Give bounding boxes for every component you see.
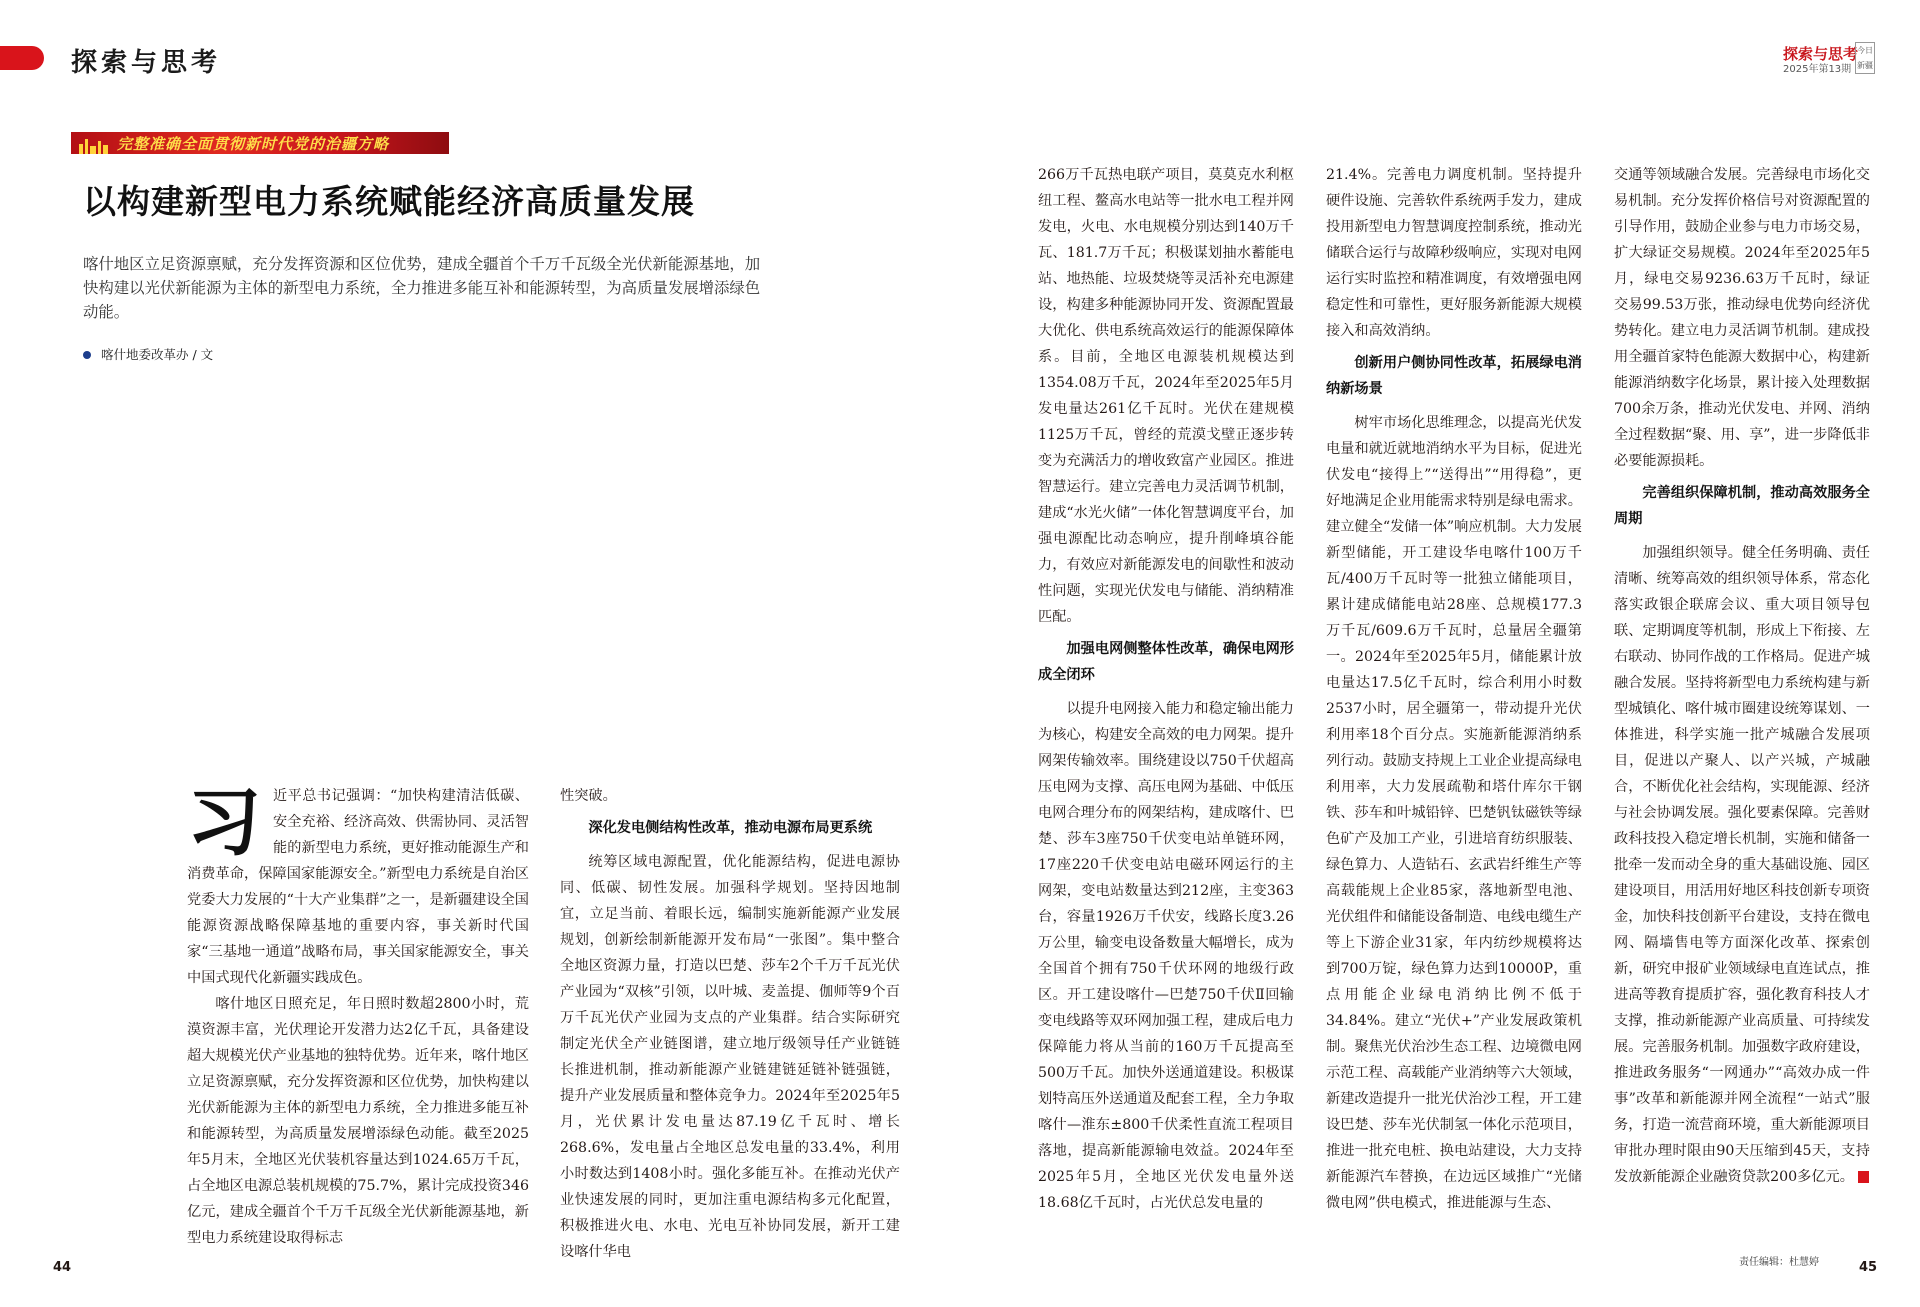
paragraph-text: 加强组织领导。健全任务明确、责任清晰、统筹高效的组织领导体系，常态化落实政银企联席会议、重大项目领导包联、定期调度等机制，形成上下衔接、左右联动、协同作战的工作格局。促进产城融合发展。坚持将新型电力系统构建与新型城镇化、喀什城市圈建设统筹谋划、一体推进，科学实施一批产城融合发展项目，促进以产聚人、以产兴城，产城融合，不断优化社会结构，实现能源、经济与社会协调发展。强化要素保障。完善财政科技投入稳定增长机制，实施和储备一批牵一发而动全身的重大基础设施、园区建设项目，用活用好地区科技创新专项资金，加快科技创新平台建设，支持在微电网、隔墙售电等方面深化改革、探索创新，研究申报矿业领域绿电直连试点，推进高等教育提质扩容，强化教育科技人才支撑，推动新能源产业高质量、可持续发展。完善服务机制。加强数字政府建设，推进政务服务“一网通办”“高效办成一件事”改革和新能源并网全流程“一站式”服务，打造一流营商环境，重大新能源项目审批办理时限由90天压缩到45天，支持发放新能源企业融资贷款200多亿元。 <box>1614 545 1870 1185</box>
article-lead: 喀什地区立足资源禀赋，充分发挥资源和区位优势，建成全疆首个千万千瓦级全光伏新能源基地，加快构建以光伏新能源为主体的新型电力系统，全力推进多能互补和能源转型，为高质量发展增添绿色动能。 <box>83 255 761 321</box>
article-title: 以构建新型电力系统赋能经济高质量发展 <box>83 182 695 221</box>
section-heading: 完善组织保障机制，推动高效服务全周期 <box>1614 485 1870 527</box>
issue-number: 2025年第13期 <box>1783 64 1852 75</box>
article-author <box>83 345 213 363</box>
end-mark-icon <box>1858 1171 1869 1183</box>
body-column-3 <box>1038 162 1294 1216</box>
column-banner <box>71 132 449 154</box>
body-column-4 <box>1326 162 1582 1216</box>
paragraph: 喀什地区日照充足，年日照时数超2800小时，荒漠资源丰富，光伏理论开发潜力达2亿千瓦，具备建设超大规模光伏产业基地的独特优势。近年来，喀什地区立足资源禀赋，充分发挥资源和区位优势，加快构建以光伏新能源为主体的新型电力系统，全力推进多能互补和能源转型，为高质量发展增添绿色动能。截至2025年5月末，全地区光伏装机容量达到1024.65万千瓦，占全地区电源总装机规模的75.7%，累计完成投资346亿元，建成全疆首个千万千瓦级全光伏新能源基地，新型电力系统建设取得标志 <box>187 996 529 1246</box>
building-silhouette-icon <box>77 136 111 154</box>
paragraph: 树牢市场化思维理念，以提高光伏发电量和就近就地消纳水平为目标，促进光伏发电“接得上”“送得出”“用得稳”，更好地满足企业用能需求特别是绿电需求。建立健全“发储一体”响应机制。大力发展新型储能，开工建设华电喀什100万千瓦/400万千瓦时等一批独立储能项目，累计建成储能电站28座、总规模177.3万千瓦/609.6万千瓦时，总量居全疆第一。2024年至2025年5月，储能累计放电量达17.5亿千瓦时，综合利用小时数2537小时，居全疆第一，带动提升光伏利用率18个百分点。实施新能源消纳系列行动。鼓励支持规上工业企业提高绿电利用率，大力发展疏勒和塔什库尔干钢铁、莎车和叶城铅锌、巴楚钒钛磁铁等绿色矿产及加工产业，引进培育纺织服装、绿色算力、人造钻石、玄武岩纤维生产等高载能规上企业85家，落地新型电池、光伏组件和储能设备制造、电线电缆生产等上下游企业31家，年内纺纱规模将达到700万锭，绿色算力达到10000P，重点用能企业绿电消纳比例不低于34.84%。建立“光伏+”产业发展政策机制。聚焦光伏治沙生态工程、边境微电网示范工程、高载能产业消纳等六大领域，新建改造提升一批光伏治沙工程，开工建设巴楚、莎车光伏制氢一体化示范项目，推进一批充电桩、换电站建设，大力支持新能源汽车替换，在边远区域推广“光储微电网”供电模式，推进能源与生态、 <box>1326 415 1582 1211</box>
banner-text: 完整准确全面贯彻新时代党的治疆方略 <box>117 135 390 153</box>
paragraph: 21.4%。完善电力调度机制。坚持提升硬件设施、完善软件系统两手发力，建成投用新型电力智慧调度控制系统，推动光储联合运行与故障秒级响应，实现对电网运行实时监控和精准调度，有效增强电网稳定性和可靠性，更好服务新能源大规模接入和高效消纳。 <box>1326 167 1582 339</box>
section-tab-marker <box>0 46 44 70</box>
section-title-left: 探索与思考 <box>71 48 222 78</box>
paragraph: 交通等领域融合发展。完善绿电市场化交易机制。充分发挥价格信号对资源配置的引导作用，鼓励企业参与电力市场交易，扩大绿证交易规模。2024年至2025年5月，绿电交易9236.63万千瓦时，绿证交易99.53万张，推动绿电优势向经济优势转化。建立电力灵活调节机制。建成投用全疆首家特色能源大数据中心，构建新能源消纳数字化场景，累计接入处理数据700余万条，推动光伏发电、并网、消纳全过程数据“聚、用、享”，进一步降低非必要能源损耗。 <box>1614 167 1870 469</box>
page-number-right: 45 <box>1859 1260 1878 1275</box>
section-heading: 深化发电侧结构性改革，推动电源布局更系统 <box>588 820 873 836</box>
body-column-5 <box>1614 162 1870 1190</box>
drop-cap: 习 <box>187 780 261 866</box>
body-column-1 <box>187 780 529 1251</box>
bullet-dot-icon <box>83 351 91 359</box>
paragraph: 性突破。 <box>560 788 617 804</box>
paragraph: 近平总书记强调：“加快构建清洁低碳、安全充裕、经济高效、供需协同、灵活智能的新型电力系统，更好推动能源生产和消费革命，保障国家能源安全。”新型电力系统是自治区党委大力发展的“十大产业集群”之一，是新疆建设全国能源资源战略保障基地的重要内容，事关新时代国家“三基地一通道”战略布局，事关国家能源安全，事关中国式现代化新疆实践成色。 <box>187 788 529 986</box>
paragraph <box>1614 540 1870 1190</box>
magazine-logo: 今日新疆 <box>1855 42 1875 74</box>
author-text: 喀什地委改革办 / 文 <box>101 347 214 362</box>
responsible-editor: 责任编辑：杜慧婷 <box>1739 1257 1819 1268</box>
body-column-2 <box>560 783 900 1265</box>
section-heading: 创新用户侧协同性改革，拓展绿电消纳新场景 <box>1326 355 1582 397</box>
section-heading: 加强电网侧整体性改革，确保电网形成全闭环 <box>1038 641 1294 683</box>
paragraph: 统筹区域电源配置，优化能源结构，促进电源协同、低碳、韧性发展。加强科学规划。坚持因地制宜，立足当前、着眼长远，编制实施新能源产业发展规划，创新绘制新能源开发布局“一张图”。集中整合全地区资源力量，打造以巴楚、莎车2个千万千瓦光伏产业园为“双核”引领，以叶城、麦盖提、伽师等9个百万千瓦光伏产业园为支点的产业集群。结合实际研究制定光伏全产业链图谱，建立地厅级领导任产业链链长推进机制，推动新能源产业链建链延链补链强链，提升产业发展质量和整体竞争力。2024年至2025年5月，光伏累计发电量达87.19亿千瓦时、增长268.6%，发电量占全地区总发电量的33.4%，利用小时数达到1408小时。强化多能互补。在推动光伏产业快速发展的同时，更加注重电源结构多元化配置，积极推进火电、水电、光电互补协同发展，新开工建设喀什华电 <box>560 854 900 1260</box>
page-number-left: 44 <box>53 1260 72 1275</box>
paragraph: 266万千瓦热电联产项目，莫莫克水利枢纽工程、鳌高水电站等一批水电工程并网发电，火电、水电规模分别达到140万千瓦、181.7万千瓦；积极谋划抽水蓄能电站、地热能、垃圾焚烧等灵活补充电源建设，构建多种能源协同开发、资源配置最大优化、供电系统高效运行的能源保障体系。目前，全地区电源装机规模达到1354.08万千瓦，2024年至2025年5月发电量达261亿千瓦时。光伏在建规模1125万千瓦，曾经的荒漠戈壁正逐步转变为充满活力的增收致富产业园区。推进智慧运行。建立完善电力灵活调节机制，建成“水光火储”一体化智慧调度平台，加强电源配比动态响应，提升削峰填谷能力，有效应对新能源发电的间歇性和波动性问题，实现光伏发电与储能、消纳精准匹配。 <box>1038 167 1294 625</box>
paragraph: 以提升电网接入能力和稳定输出能力为核心，构建安全高效的电力网架。提升网架传输效率。围绕建设以750千伏超高压电网为支撑、高压电网为基础、中低压电网合理分布的网架结构，建成喀什、巴楚、莎车3座750千伏变电站单链环网，17座220千伏变电站电磁环网运行的主网架，变电站数量达到212座，主变363台，容量1926万千伏安，线路长度3.26万公里，输变电设备数量大幅增长，成为全国首个拥有750千伏环网的地级行政区。开工建设喀什—巴楚750千伏Ⅱ回输变电线路等双环网加强工程，建成后电力保障能力将从当前的160万千瓦提高至500万千瓦。加快外送通道建设。积极谋划特高压外送通道及配套工程，全力争取喀什—淮东±800千伏柔性直流工程项目落地，提高新能源输电效益。2024年至2025年5月，全地区光伏发电量外送18.68亿千瓦时，占光伏总发电量的 <box>1038 701 1294 1211</box>
section-title-right: 探索与思考 <box>1783 45 1859 63</box>
